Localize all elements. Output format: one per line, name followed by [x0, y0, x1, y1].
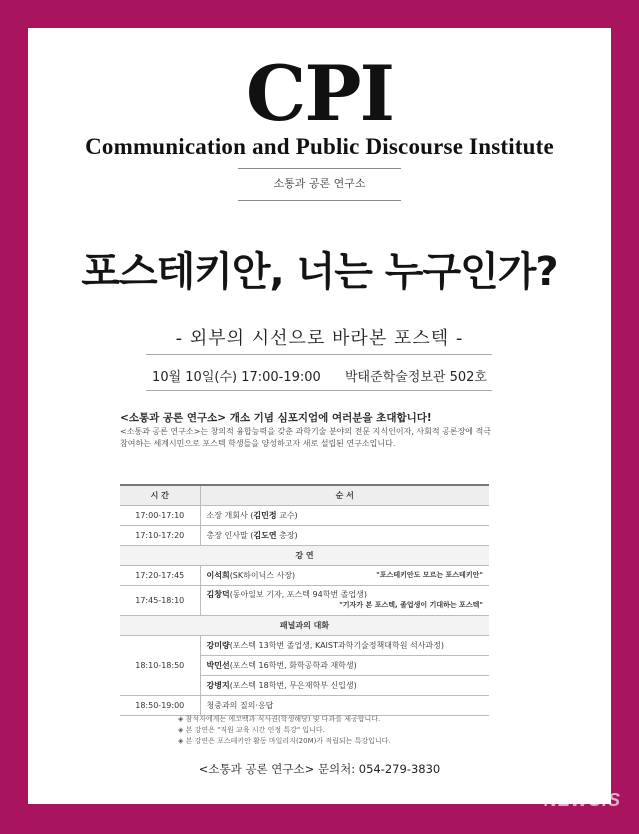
row-time: 18:50-19:00 [120, 695, 200, 715]
headline: 포스테키안, 너는 누구인가? [81, 249, 558, 295]
table-header [120, 485, 489, 505]
row-time: 18:10-18:50 [120, 635, 200, 695]
row-time: 17:00-17:10 [120, 505, 200, 525]
event-date: 10월 10일(수) 17:00-19:00 [152, 370, 321, 385]
row-content: 청중과의 질의·응답 [200, 695, 489, 715]
panelist-name: 박민선 [206, 660, 230, 670]
program-table [120, 484, 489, 716]
lecture-title: "포스테키안도 모르는 포스테키안" [376, 570, 483, 579]
table-row [120, 585, 489, 615]
institute-name-ko-wrap [28, 172, 611, 191]
section-panel [120, 615, 489, 635]
divider-sub [146, 354, 492, 355]
invite-text: <소통과 공론 연구소> 개소 기념 심포지엄에 여러분을 초대합니다! [120, 412, 432, 424]
notes [178, 714, 391, 747]
row-time: 17:20-17:45 [120, 565, 200, 585]
panelist-name: 강병지 [206, 680, 230, 690]
description-text: <소통과 공론 연구소>는 창의적 융합능력을 갖춘 과학기술 분야의 전문 지식인이자, 사회적 공론장에 적극 참여하는 세계시민으로 포스텍 학생들을 양성하고자 새로 설립된 연구소입니다. [120, 427, 492, 448]
row-content: 강미량(포스텍 13학번 졸업생, KAIST과학기술정책대학원 석사과정) [200, 635, 489, 655]
row-content: 총장 인사말 (김도연 총장) [200, 525, 489, 545]
institute-name-ko: 소통과 공론 연구소 [273, 177, 366, 190]
event-datetime [28, 366, 611, 385]
newsis-watermark: NEWSIS [543, 790, 621, 810]
lecture-title: "기자가 본 포스텍, 졸업생이 기대하는 포스텍" [339, 601, 483, 609]
contact-info: <소통과 공론 연구소> 문의처: 054-279-3830 [198, 762, 441, 776]
row-time: 17:10-17:20 [120, 525, 200, 545]
note-item: ◈ 본 강연은 "직원 교육 시간 인정 특강" 입니다. [178, 726, 325, 734]
table-row [120, 635, 489, 655]
section-panel-label: 패널과의 대화 [120, 615, 489, 635]
row-content: 박민선(포스텍 16학번, 화학공학과 재학생) [200, 655, 489, 675]
row-content: 강병지(포스텍 18학번, 무은재학부 신입생) [200, 675, 489, 695]
table-row [120, 525, 489, 545]
divider-date [146, 390, 492, 391]
table-row [120, 565, 489, 585]
poster-sheet [28, 28, 611, 804]
col-order-header: 순 서 [200, 485, 489, 505]
speaker-name: 김민정 [253, 510, 277, 520]
section-lecture-label: 강 연 [120, 545, 489, 565]
col-time-header: 시 간 [120, 485, 200, 505]
speaker-name: 김창덕 [206, 590, 230, 599]
note-item: ◈ 본 강연은 포스테키안 활동 마일리지(20M)가 적립되는 특강입니다. [178, 737, 391, 745]
event-venue: 박태준학술정보관 502호 [344, 370, 487, 385]
note-item: ◈ 참석자에게는 에코백과 식사권(학생해당) 및 다과를 제공합니다. [178, 715, 381, 723]
divider-top [238, 168, 401, 169]
section-lecture [120, 545, 489, 565]
speaker-name: 이석희 [206, 570, 230, 580]
cpi-logo: CPI [245, 49, 394, 138]
table-row [120, 505, 489, 525]
speaker-name: 김도연 [253, 530, 277, 540]
subtitle: - 외부의 시선으로 바라본 포스텍 - [175, 328, 464, 349]
row-content: 소장 개회사 (김민정 교수) [200, 505, 489, 525]
divider-bottom [238, 200, 401, 201]
panelist-name: 강미량 [206, 640, 230, 650]
row-content: 이석희(SK하이닉스 사장) "포스테키안도 모르는 포스테키안" [200, 565, 489, 585]
institute-name-en: Communication and Public Discourse Institute [85, 134, 554, 159]
row-content: 김창덕(동아일보 기자, 포스텍 94학번 졸업생) "기자가 본 포스텍, 졸업생이 기대하는 포스텍" [200, 585, 489, 615]
row-time: 17:45-18:10 [120, 585, 200, 615]
table-row [120, 695, 489, 715]
